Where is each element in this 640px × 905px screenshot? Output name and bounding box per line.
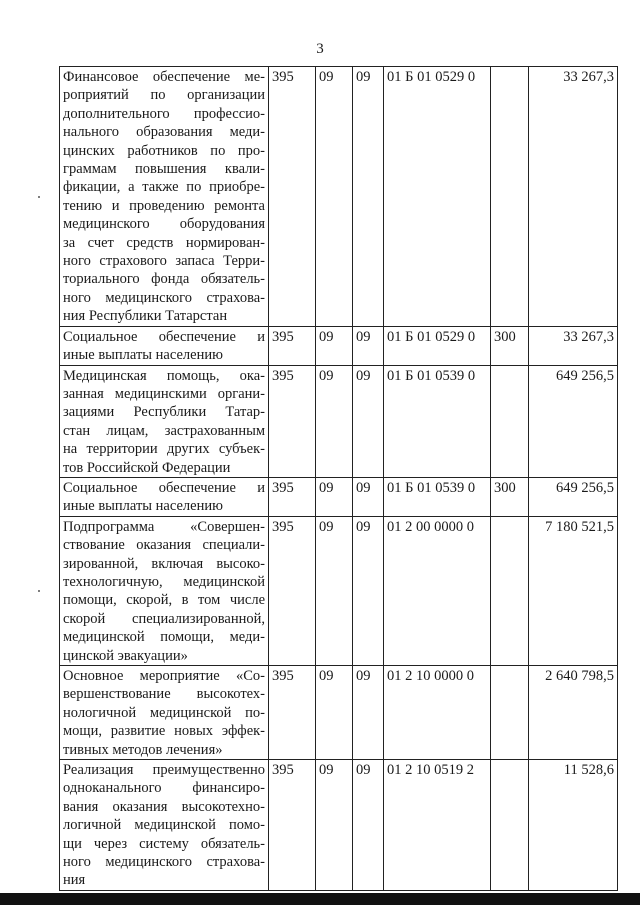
cell-target-article: 01 Б 01 0539 0 — [384, 477, 491, 516]
cell-ministry: 395 — [269, 365, 316, 477]
row-name-line: скорой специализированной, — [63, 610, 265, 627]
row-name-line: тению и проведению ремонта — [63, 197, 265, 214]
row-name-line: Социальное обеспечение и — [63, 328, 265, 345]
cell-section: 09 — [316, 516, 353, 665]
cell-subsection: 09 — [353, 666, 384, 760]
cell-subsection: 09 — [353, 477, 384, 516]
table-row — [60, 365, 618, 477]
cell-target-article: 01 2 10 0000 0 — [384, 666, 491, 760]
row-name-line: стан лицам, застрахованным — [63, 422, 265, 439]
row-name-cell — [60, 516, 269, 665]
row-name-line: зированной, включая высоко- — [63, 555, 265, 572]
table-body — [60, 67, 618, 891]
row-name-line: тов Российской Федерации — [63, 459, 231, 476]
row-name-line: Подпрограмма «Совершен- — [63, 518, 265, 535]
row-name-line: ствование оказания специали- — [63, 537, 265, 554]
row-name-line: за счет средств нормирован- — [63, 234, 265, 251]
cell-expense-type — [491, 365, 529, 477]
table-row — [60, 516, 618, 665]
row-name-line: Социальное обеспечение и — [63, 479, 265, 496]
row-name-line: одноканального финансиро- — [63, 780, 265, 797]
cell-amount: 2 640 798,5 — [529, 666, 618, 760]
row-name-line: ного медицинского страхова- — [63, 854, 265, 871]
cell-target-article: 01 Б 01 0529 0 — [384, 326, 491, 365]
cell-ministry: 395 — [269, 760, 316, 891]
row-name-line: фикации, а также по приобре- — [63, 179, 265, 196]
cell-section: 09 — [316, 760, 353, 891]
cell-amount: 11 528,6 — [529, 760, 618, 891]
row-name-line: иные выплаты населению — [63, 347, 223, 364]
cell-amount: 33 267,3 — [529, 326, 618, 365]
row-name-line: помощи, скорой, в том числе — [63, 592, 265, 609]
cell-ministry: 395 — [269, 477, 316, 516]
cell-ministry: 395 — [269, 326, 316, 365]
cell-section: 09 — [316, 477, 353, 516]
row-name-line: занная медицинскими органи- — [63, 385, 265, 402]
row-name-line: ного медицинского страхова- — [63, 289, 265, 306]
row-name-line: щи через систему обязатель- — [63, 835, 265, 852]
row-name-line: зациями Республики Татар- — [63, 404, 265, 421]
cell-subsection: 09 — [353, 67, 384, 327]
row-name-line: цинских работников по про- — [63, 142, 265, 159]
cell-expense-type — [491, 516, 529, 665]
cell-subsection: 09 — [353, 516, 384, 665]
cell-expense-type — [491, 67, 529, 327]
cell-ministry: 395 — [269, 666, 316, 760]
row-name-line: технологичную, медицинской — [63, 573, 265, 590]
scan-mark — [38, 590, 40, 592]
row-name-line: логичной медицинской помо- — [63, 817, 265, 834]
budget-table — [59, 66, 618, 891]
row-name-line: Финансовое обеспечение ме- — [63, 69, 265, 85]
cell-amount: 33 267,3 — [529, 67, 618, 327]
row-name-line: Медицинская помощь, ока- — [63, 367, 265, 384]
scan-mark — [38, 196, 40, 198]
row-name-line: цинской эвакуации» — [63, 647, 188, 664]
cell-target-article: 01 Б 01 0529 0 — [384, 67, 491, 327]
cell-expense-type — [491, 666, 529, 760]
row-name-line: роприятий по организации — [63, 87, 265, 104]
row-name-line: на территории других субъек- — [63, 441, 265, 458]
page-number: 3 — [316, 41, 324, 57]
cell-section: 09 — [316, 326, 353, 365]
cell-target-article: 01 Б 01 0539 0 — [384, 365, 491, 477]
row-name-line: вершенствование высокотех- — [63, 686, 265, 703]
cell-expense-type: 300 — [491, 326, 529, 365]
row-name-line: ториального фонда обязатель- — [63, 271, 265, 288]
table-row — [60, 666, 618, 760]
cell-section: 09 — [316, 67, 353, 327]
row-name-line: ния — [63, 872, 86, 889]
row-name-line: Основное мероприятие «Со- — [63, 668, 265, 684]
cell-amount: 649 256,5 — [529, 477, 618, 516]
cell-section: 09 — [316, 666, 353, 760]
cell-ministry: 395 — [269, 516, 316, 665]
row-name-line: медицинской помощи, меди- — [63, 629, 265, 646]
row-name-line: дополнительного профессио- — [63, 105, 265, 122]
row-name-cell — [60, 326, 269, 365]
row-name-line: тивных методов лечения» — [63, 741, 223, 758]
row-name-line: мощи, развитие новых эффек- — [63, 723, 265, 740]
row-name-cell — [60, 365, 269, 477]
cell-expense-type — [491, 760, 529, 891]
row-name-cell — [60, 477, 269, 516]
row-name-cell — [60, 67, 269, 327]
table-row — [60, 326, 618, 365]
cell-target-article: 01 2 10 0519 2 — [384, 760, 491, 891]
row-name-line: ного страхового запаса Терри- — [63, 253, 265, 270]
row-name-cell — [60, 760, 269, 891]
table-row — [60, 760, 618, 891]
cell-amount: 7 180 521,5 — [529, 516, 618, 665]
row-name-line: медицинского оборудования — [63, 216, 265, 233]
row-name-line: вания оказания высокотехно- — [63, 798, 265, 815]
cell-ministry: 395 — [269, 67, 316, 327]
cell-target-article: 01 2 00 0000 0 — [384, 516, 491, 665]
row-name-line: иные выплаты населению — [63, 498, 223, 515]
row-name-line: граммам повышения квали- — [63, 161, 265, 178]
cell-section: 09 — [316, 365, 353, 477]
cell-amount: 649 256,5 — [529, 365, 618, 477]
scan-bottom-edge — [0, 893, 640, 905]
row-name-cell — [60, 666, 269, 760]
table-row — [60, 67, 618, 327]
row-name-line: Реализация преимущественно — [63, 762, 265, 779]
row-name-line: нального образования меди- — [63, 124, 265, 141]
row-name-line: нологичной медицинской по- — [63, 704, 265, 721]
cell-subsection: 09 — [353, 365, 384, 477]
row-name-line: ния Республики Татарстан — [63, 308, 228, 325]
cell-subsection: 09 — [353, 760, 384, 891]
table-row — [60, 477, 618, 516]
cell-subsection: 09 — [353, 326, 384, 365]
cell-expense-type: 300 — [491, 477, 529, 516]
